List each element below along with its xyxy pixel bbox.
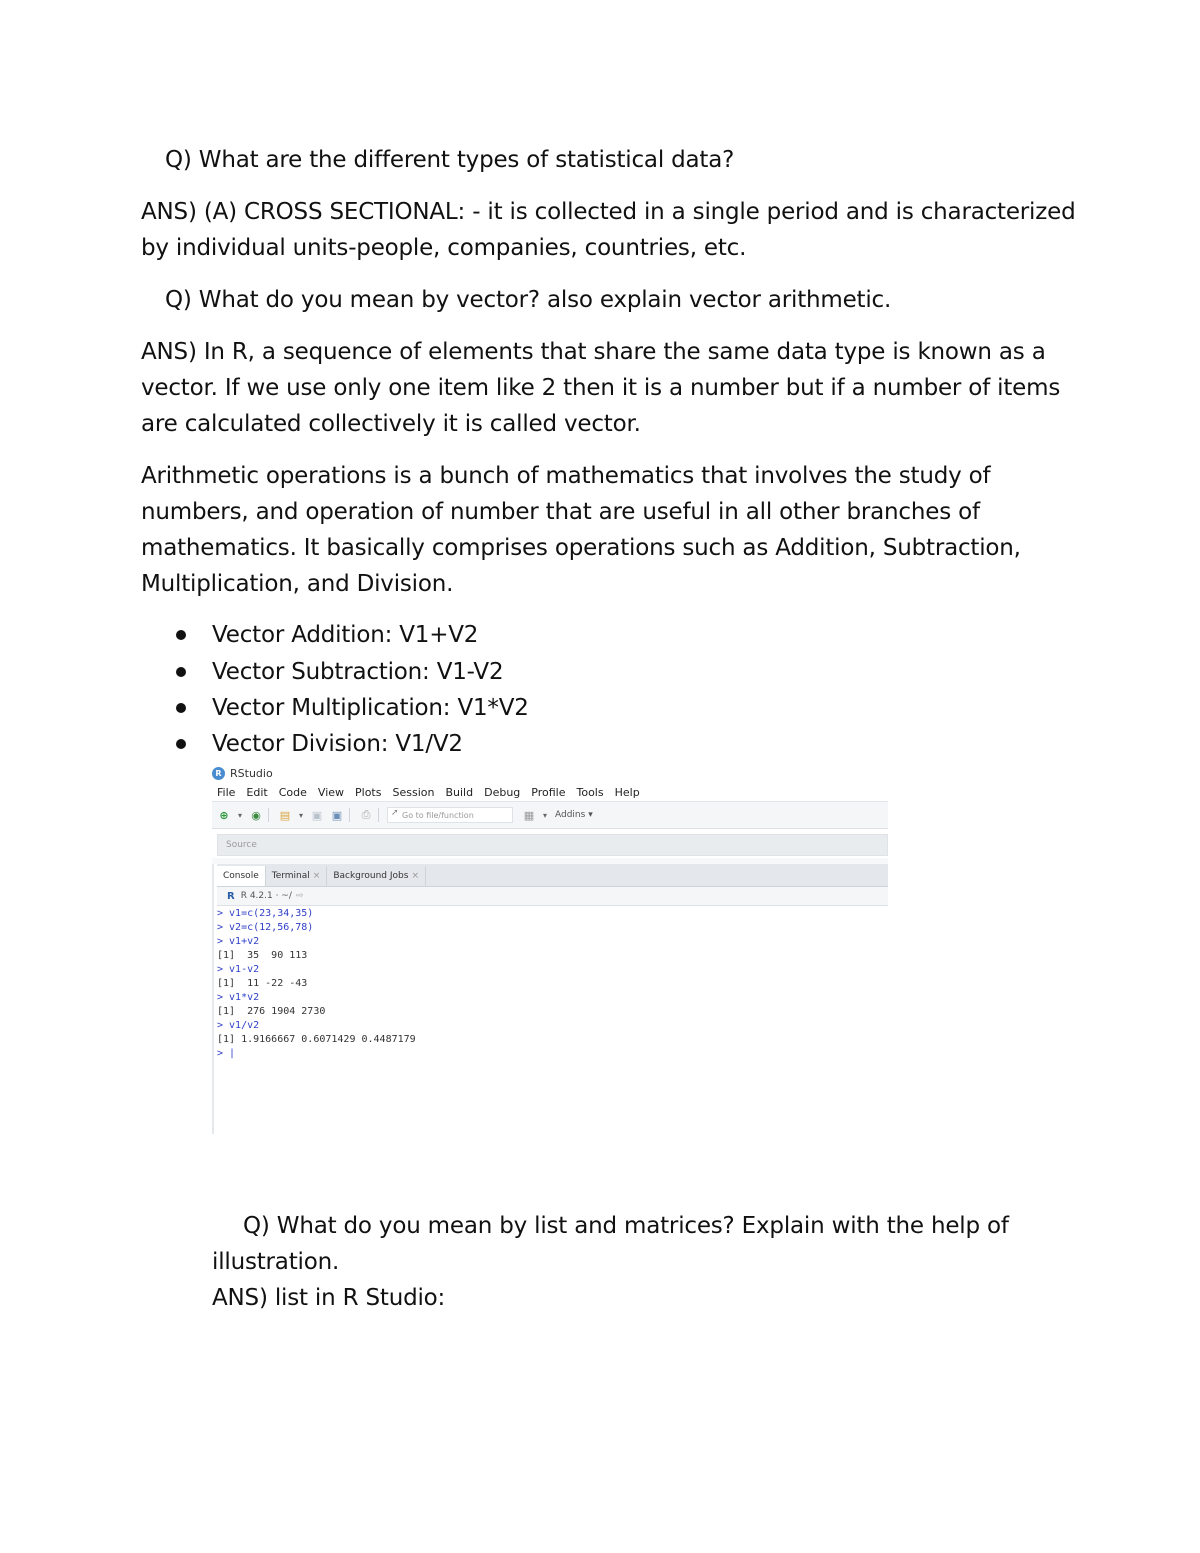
r-logo-icon: R: [227, 890, 235, 902]
paragraph-line-1: Arithmetic operations is a bunch of mathematics that involves the study of: [141, 463, 991, 489]
bullet-item: Vector Addition: V1+V2: [212, 622, 479, 648]
console-input-line: > v1*v2: [217, 992, 260, 1003]
menu-view[interactable]: View: [317, 786, 345, 799]
question-1: Q) What are the different types of statistical data?: [165, 147, 735, 173]
goto-directory-icon[interactable]: ⇨: [295, 891, 304, 901]
paragraph-line-3: mathematics. It basically comprises operations such as Addition, Subtraction,: [141, 535, 1021, 561]
chevron-down-icon[interactable]: ▾: [237, 810, 242, 820]
answer-2-line-2: vector. If we use only one item like 2 then it is a number but if a number of items: [141, 375, 1061, 401]
new-project-icon[interactable]: ◉: [251, 808, 261, 822]
menu-plots[interactable]: Plots: [355, 786, 382, 799]
console-input-line: > v1-v2: [217, 964, 260, 975]
rstudio-title: RStudio: [230, 766, 273, 780]
menu-help[interactable]: Help: [614, 786, 640, 799]
tab-console[interactable]: Console: [217, 866, 266, 886]
console-tabs: [217, 864, 888, 887]
console-output-line: [1] 1.9166667 0.6071429 0.4487179: [217, 1034, 416, 1045]
menu-edit[interactable]: Edit: [246, 786, 268, 799]
answer-2-line-3: are calculated collectively it is called vector.: [141, 411, 641, 437]
save-all-icon[interactable]: ▣: [331, 808, 343, 822]
close-icon[interactable]: ×: [411, 871, 419, 881]
chevron-down-icon[interactable]: ▾: [542, 810, 547, 820]
new-file-icon[interactable]: ⊕: [219, 808, 229, 822]
paragraph-line-2: numbers, and operation of number that are useful in all other branches of: [141, 499, 980, 525]
menu-profile[interactable]: Profile: [531, 786, 566, 799]
rstudio-titlebar: [212, 764, 273, 782]
toolbar-divider: [349, 808, 350, 822]
arrow-icon: ➚: [391, 808, 399, 818]
bullet-item: Vector Subtraction: V1-V2: [212, 659, 504, 685]
answer-1-line-1: ANS) (A) CROSS SECTIONAL: - it is collected in a single period and is characterized: [141, 199, 1076, 225]
console-output-line: [1] 11 -22 -43: [217, 978, 308, 989]
console-input-line: > v1/v2: [217, 1020, 260, 1031]
menu-build[interactable]: Build: [445, 786, 474, 799]
console-output-line: [1] 276 1904 2730: [217, 1006, 326, 1017]
rstudio-menubar: [217, 786, 640, 799]
paragraph-line-4: Multiplication, and Division.: [141, 571, 454, 597]
toolbar-divider: [268, 808, 269, 822]
answer-1-line-2: by individual units-people, companies, countries, etc.: [141, 235, 747, 261]
tab-terminal[interactable]: Terminal ×: [266, 866, 328, 886]
question-3-line-2: illustration.: [212, 1249, 340, 1275]
rstudio-screenshot: [212, 762, 888, 1134]
addins-label: Addins: [555, 810, 586, 820]
close-icon[interactable]: ×: [312, 871, 321, 881]
console-input-line: > v2=c(12,56,78): [217, 922, 314, 933]
bullet-icon: [176, 703, 186, 713]
tab-background-jobs[interactable]: Background Jobs ×: [327, 866, 426, 886]
menu-file[interactable]: File: [217, 786, 236, 799]
menu-debug[interactable]: Debug: [484, 786, 521, 799]
bullet-item: Vector Division: V1/V2: [212, 731, 463, 757]
bullet-icon: [176, 630, 186, 640]
open-folder-icon[interactable]: ▤: [279, 808, 291, 822]
rstudio-toolbar: [212, 801, 888, 829]
question-2: Q) What do you mean by vector? also explain vector arithmetic.: [165, 287, 892, 313]
addins-menu[interactable]: Addins ▾: [555, 810, 593, 820]
console-output-line: [1] 35 90 113: [217, 950, 308, 961]
source-label: Source: [226, 840, 257, 850]
menu-tools[interactable]: Tools: [576, 786, 604, 799]
console-input-line: > v1+v2: [217, 936, 260, 947]
bullet-icon: [176, 739, 186, 749]
chevron-down-icon[interactable]: ▾: [298, 810, 303, 820]
print-icon[interactable]: ⎙: [361, 808, 371, 821]
save-icon[interactable]: ▣: [311, 808, 323, 822]
console-header: [217, 887, 888, 906]
menu-session[interactable]: Session: [392, 786, 435, 799]
r-version-label: R 4.2.1 · ~/: [240, 891, 292, 901]
goto-file-placeholder: Go to file/function: [402, 810, 474, 820]
question-3-line-1: Q) What do you mean by list and matrices? Explain with the help of: [243, 1213, 1009, 1239]
console-input-line: > |: [217, 1048, 236, 1059]
console-input-line: > v1=c(23,34,35): [217, 908, 314, 919]
menu-code[interactable]: Code: [278, 786, 307, 799]
rstudio-logo-icon: R: [212, 767, 225, 780]
bullet-item: Vector Multiplication: V1*V2: [212, 695, 529, 721]
answer-2-line-1: ANS) In R, a sequence of elements that share the same data type is known as a: [141, 339, 1046, 365]
toolbar-divider: [378, 808, 379, 822]
console-output[interactable]: [217, 907, 877, 1061]
goto-file-input[interactable]: [387, 807, 513, 823]
source-pane-header[interactable]: [217, 834, 888, 856]
bullet-icon: [176, 667, 186, 677]
grid-icon[interactable]: ▦: [523, 808, 535, 822]
pane-border: [212, 864, 214, 1134]
answer-3: ANS) list in R Studio:: [212, 1285, 446, 1311]
